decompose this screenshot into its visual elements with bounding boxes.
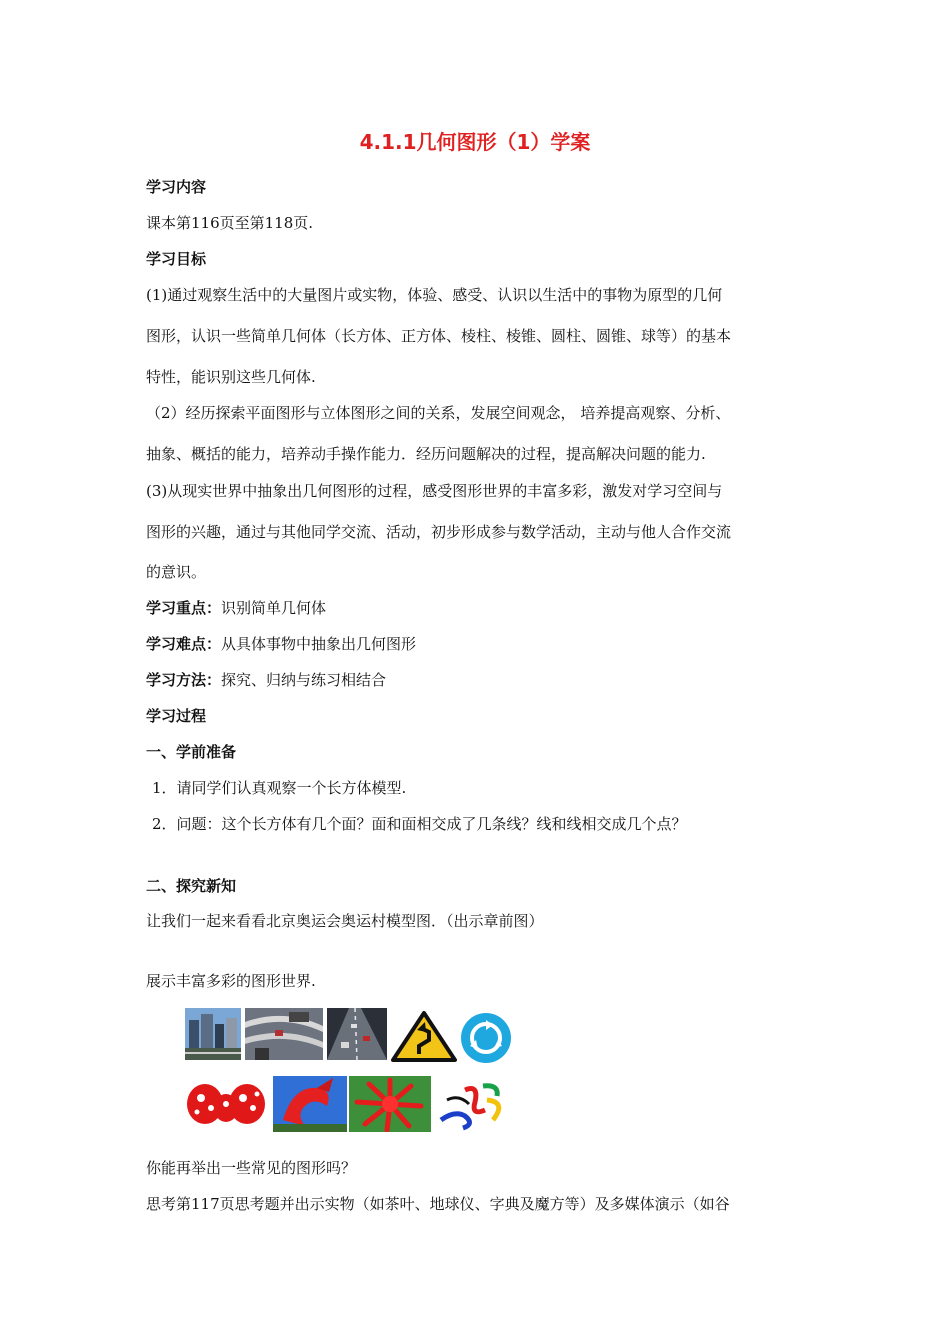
papercut-dragon-icon <box>183 1074 269 1132</box>
goal3-line3: 的意识。 <box>146 563 207 581</box>
think-text: 思考第117页思考题并出示实物（如茶叶、地球仪、字典及魔方等）及多媒体演示（如谷 <box>146 1195 730 1213</box>
goal2-line1: （2）经历探索平面图形与立体图形之间的关系，发展空间观念， 培养提高观察、分析、 <box>146 404 731 422</box>
content-text: 课本第116页至第118页. <box>146 214 314 232</box>
difficulty-label: 学习难点： <box>146 635 222 653</box>
goal1-line1: (1)通过观察生活中的大量图片或实物，体验、感受、认识以生活中的事物为原型的几何 <box>146 286 723 304</box>
method-label: 学习方法： <box>146 671 222 689</box>
difficulty-point <box>146 634 416 654</box>
difficulty-text: 从具体事物中抽象出几何图形 <box>221 635 417 653</box>
goal3-line1: (3)从现实世界中抽象出几何图形的过程，感受图形世界的丰富多彩，激发对学习空间与 <box>146 482 723 500</box>
goal1-line3: 特性，能识别这些几何体. <box>146 368 316 386</box>
goal1-line2: 图形，认识一些简单几何体（长方体、正方体、棱柱、棱锥、圆柱、圆锥、球等）的基本 <box>146 327 732 345</box>
red-starburst-icon <box>349 1076 431 1132</box>
traffic-photo-icon <box>327 1008 387 1060</box>
winding-road-sign-icon <box>391 1010 457 1062</box>
method-text: 探究、归纳与练习相结合 <box>221 671 387 689</box>
key-text: 识别简单几何体 <box>221 599 327 617</box>
goal2-line2: 抽象、概括的能力，培养动手操作能力．经历问题解决的过程，提高解决问题的能力. <box>146 445 706 463</box>
explore-text-1: 让我们一起来看看北京奥运会奥运村模型图．（出示章前图） <box>146 912 544 930</box>
prep-item-2: 2．问题：这个长方体有几个面？面和面相交成了几条线？线和线相交成几个点？ <box>152 815 687 833</box>
method-point <box>146 670 386 690</box>
key-point <box>146 598 326 618</box>
goal3-line2: 图形的兴趣，通过与其他同学交流、活动，初步形成参与数学活动，主动与他人合作交流 <box>146 523 732 541</box>
content-heading: 学习内容 <box>146 178 207 196</box>
explore-text-2: 展示丰富多彩的图形世界. <box>146 972 316 990</box>
process-heading: 学习过程 <box>146 707 207 725</box>
prep-heading: 一、学前准备 <box>146 743 237 761</box>
colorful-logo-icon <box>435 1080 513 1134</box>
page-title: 4.1.1几何图形（1）学案 <box>359 130 591 154</box>
prep-item-1: 1．请同学们认真观察一个长方体模型. <box>152 779 407 797</box>
question-text: 你能再举出一些常见的图形吗？ <box>146 1159 357 1177</box>
city-photo-icon <box>185 1008 241 1060</box>
roundabout-sign-icon <box>460 1012 512 1064</box>
key-label: 学习重点： <box>146 599 222 617</box>
highway-photo-icon <box>245 1008 323 1060</box>
red-sculpture-icon <box>273 1076 347 1132</box>
explore-heading: 二、探究新知 <box>146 877 237 895</box>
goals-heading: 学习目标 <box>146 250 207 268</box>
